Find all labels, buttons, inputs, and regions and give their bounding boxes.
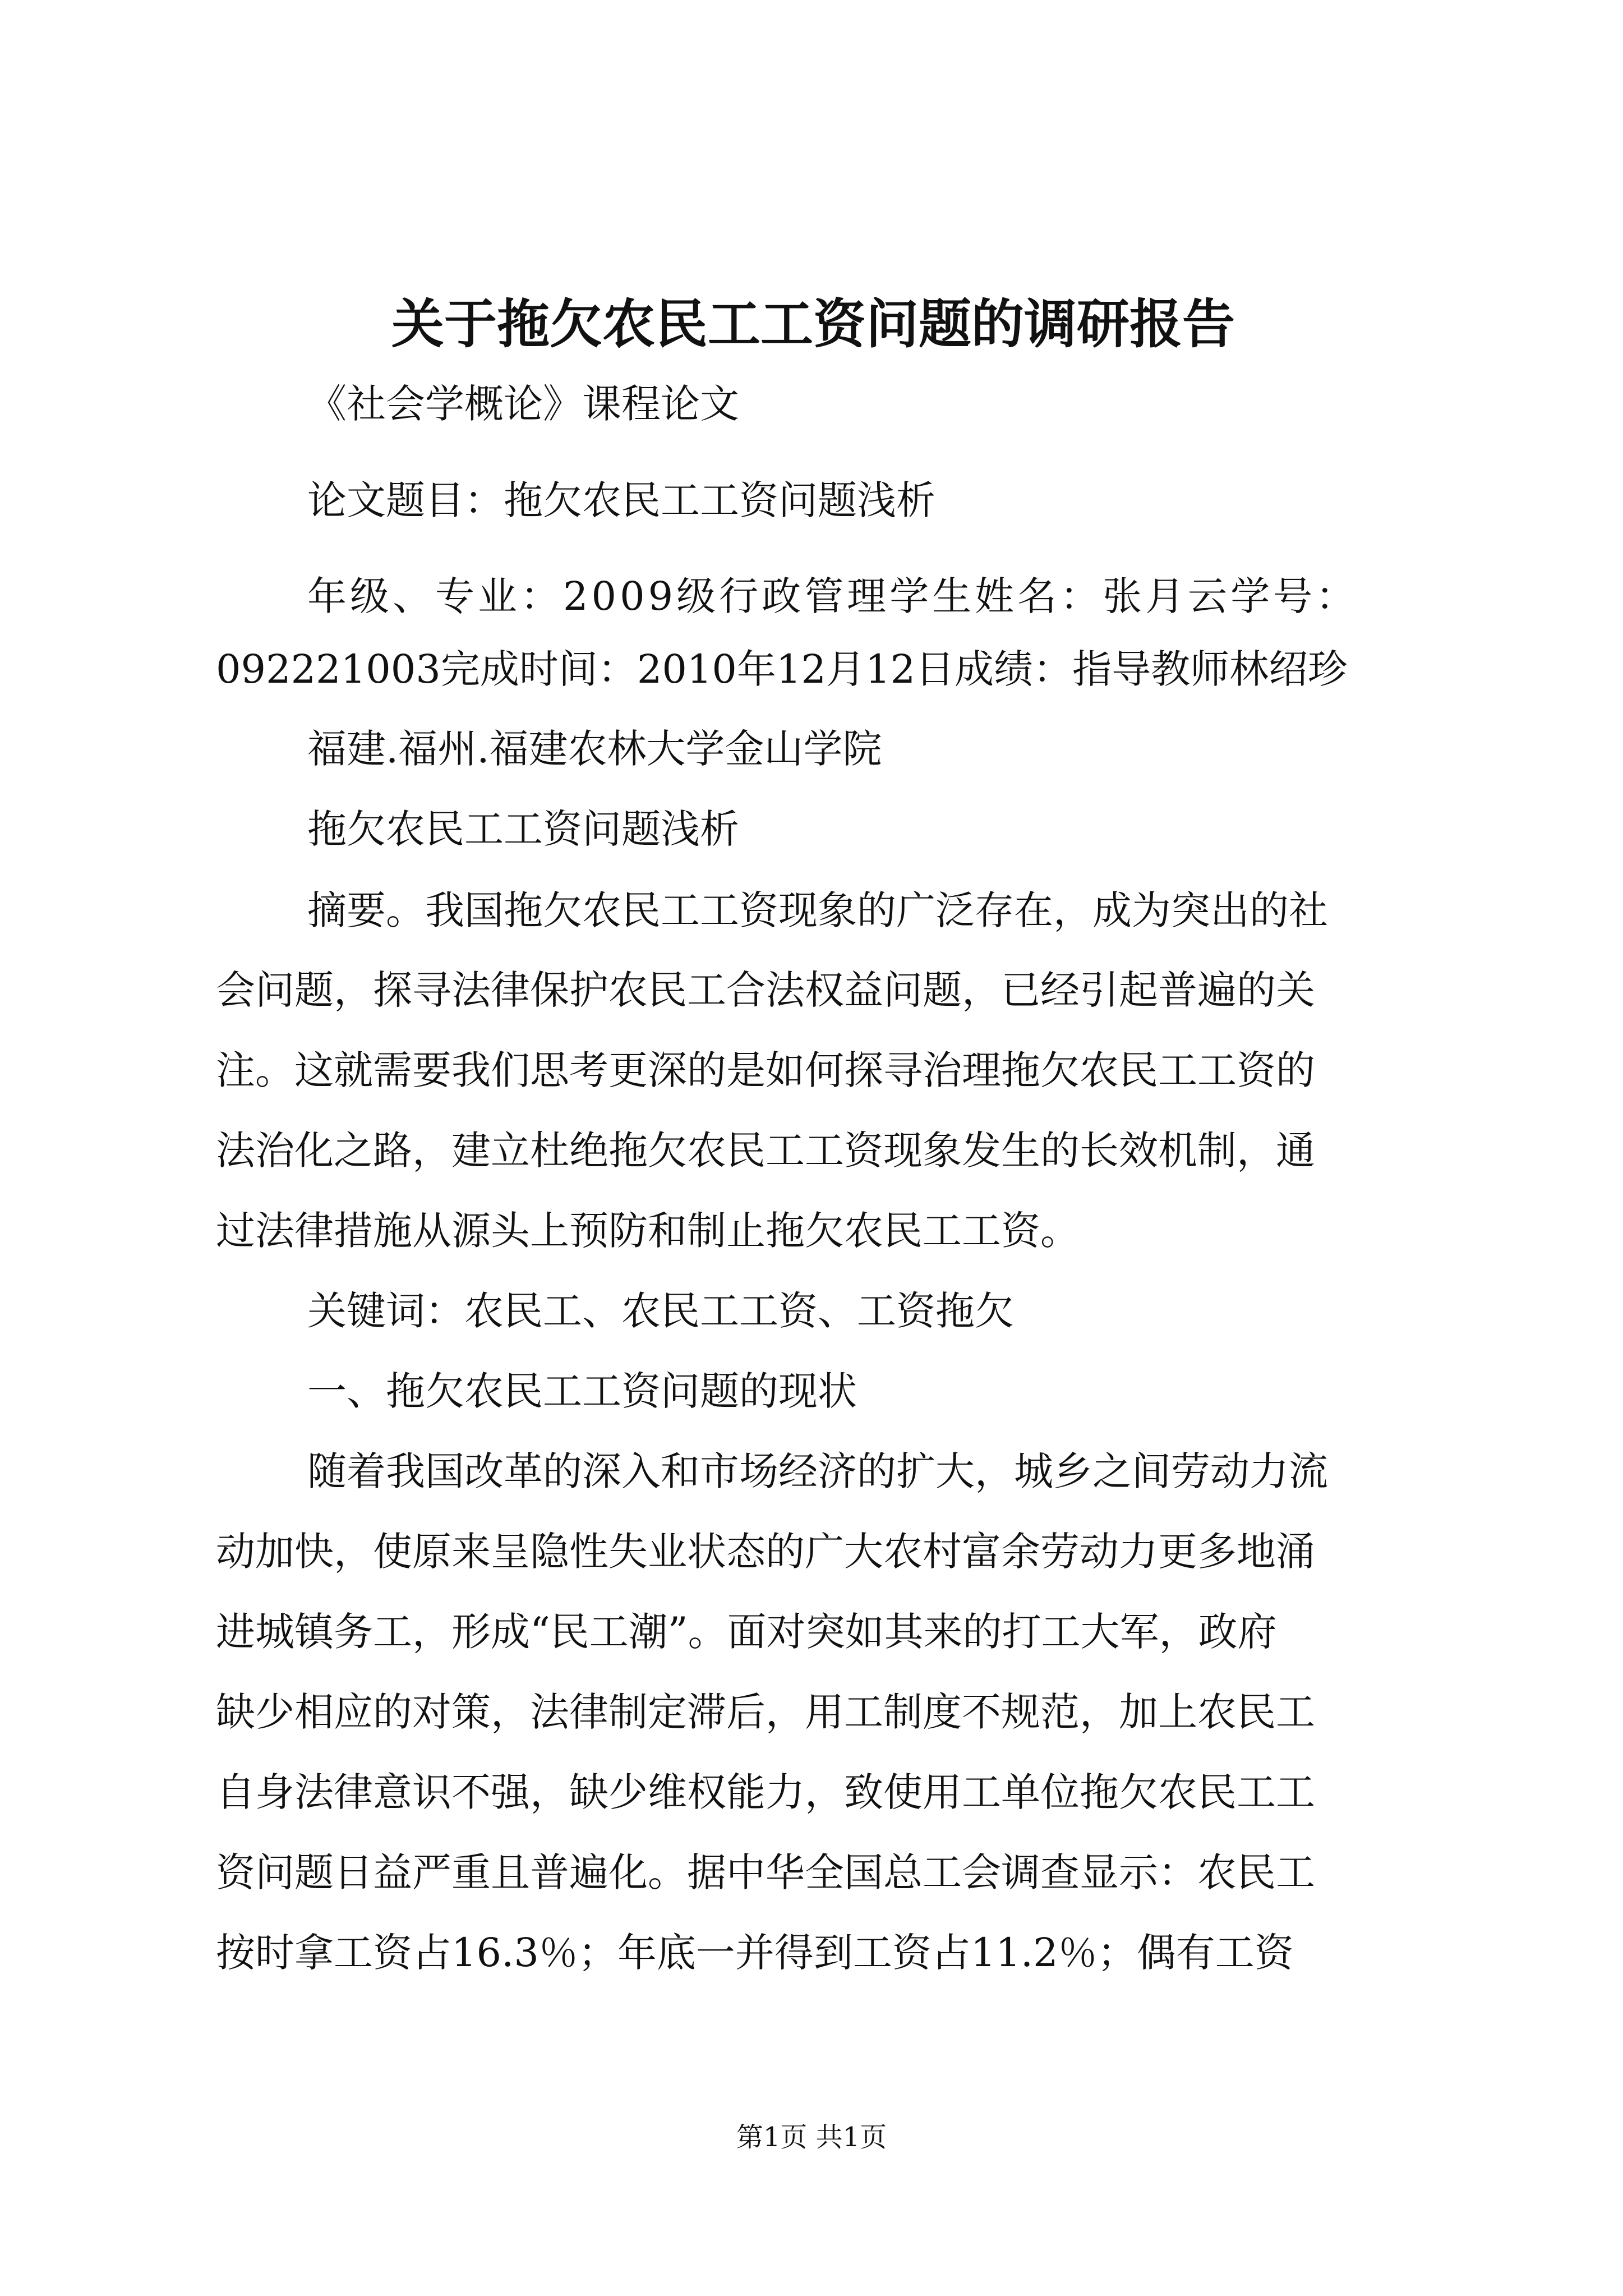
document-line: 注。这就需要我们思考更深的是如何探寻治理拖欠农民工工资的 (216, 1047, 1315, 1093)
document-line: 进城镇务工，形成“民工潮”。面对突如其来的打工大军，政府 (216, 1609, 1277, 1655)
document-line: 会问题，探寻法律保护农民工合法权益问题，已经引起普遍的关 (216, 967, 1315, 1013)
document-line: 一、拖欠农民工工资问题的现状 (307, 1368, 857, 1414)
document-title: 关于拖欠农民工工资问题的调研报告 (391, 293, 1235, 355)
document-line: 动加快，使原来呈隐性失业状态的广大农村富余劳动力更多地涌 (216, 1529, 1315, 1575)
document-line: 过法律措施从源头上预防和制止拖欠农民工工资。 (216, 1208, 1080, 1254)
document-line: 随着我国改革的深入和市场经济的扩大，城乡之间劳动力流 (307, 1448, 1328, 1494)
document-line: 092221003完成时间：2010年12月12日成绩：指导教师林绍珍 (216, 646, 1348, 692)
document-line: 自身法律意识不强，缺少维权能力，致使用工单位拖欠农民工工 (216, 1769, 1315, 1815)
document-line: 关键词：农民工、农民工工资、工资拖欠 (307, 1288, 1014, 1334)
document-line: 年级、专业：2009级行政管理学生姓名：张月云学号： (307, 573, 1359, 619)
document-line: 摘要。我国拖欠农民工工资现象的广泛存在，成为突出的社 (307, 887, 1328, 933)
document-line: 法治化之路，建立杜绝拖欠农民工工资现象发生的长效机制，通 (216, 1128, 1315, 1174)
page-footer: 第1页 共1页 (736, 2122, 887, 2153)
document-line: 论文题目：拖欠农民工工资问题浅析 (307, 477, 935, 523)
document-line: 《社会学概论》课程论文 (307, 381, 739, 427)
document-line: 拖欠农民工工资问题浅析 (307, 806, 739, 852)
document-line: 福建.福州.福建农林大学金山学院 (307, 726, 882, 772)
document-line: 资问题日益严重且普遍化。据中华全国总工会调查显示：农民工 (216, 1849, 1315, 1895)
document-line: 按时拿工资占16.3％；年底一并得到工资占11.2％；偶有工资 (216, 1930, 1294, 1976)
document-line: 缺少相应的对策，法律制定滞后，用工制度不规范，加上农民工 (216, 1689, 1315, 1735)
